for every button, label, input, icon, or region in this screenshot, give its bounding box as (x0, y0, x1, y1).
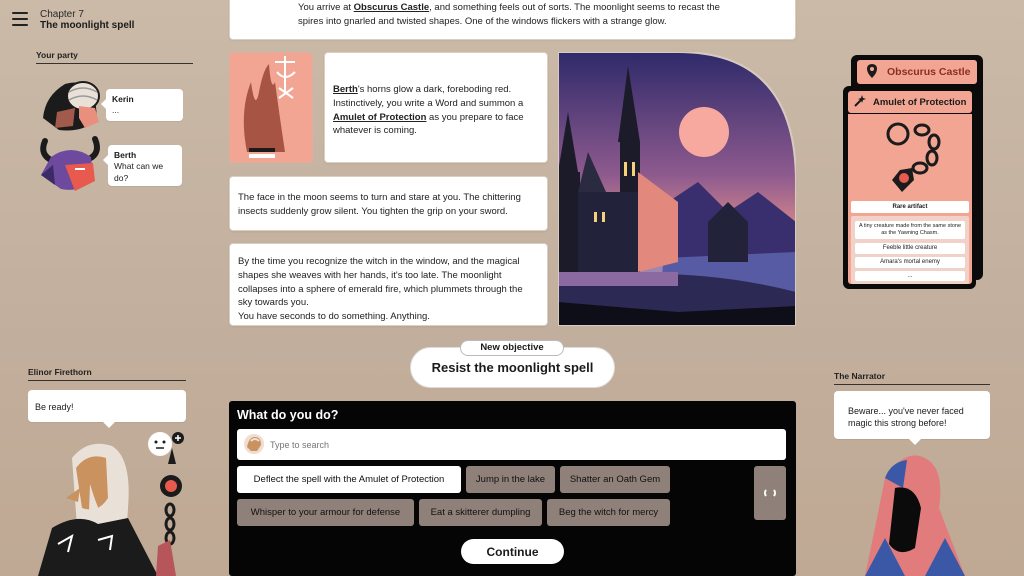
refresh-icon (763, 486, 777, 500)
item-trait: Amara's mortal enemy (855, 257, 965, 268)
item-trait: ... (855, 271, 965, 281)
action-option-lake[interactable]: Jump in the lake (466, 466, 555, 493)
berth-portrait[interactable] (35, 135, 107, 197)
narrator-portrait (855, 448, 971, 576)
wand-icon (854, 95, 866, 107)
chapter-number: Chapter 7 (40, 9, 84, 20)
chapter-title: The moonlight spell (40, 20, 135, 31)
narrator-label: The Narrator (834, 371, 990, 385)
berth-line: What can we do? (114, 161, 164, 183)
item-description: A tiny creature made from the same stone as the Yawning Chasm. (855, 221, 965, 239)
location-pin-icon (867, 64, 877, 78)
berth-speech (108, 145, 182, 186)
place-link[interactable]: Obscurus Castle (353, 2, 430, 13)
action-option-amulet[interactable]: Deflect the spell with the Amulet of Protection (237, 466, 461, 493)
location-card-title: Obscurus Castle (857, 60, 977, 84)
story-witch: By the time you recognize the witch in the window, and the magical shapes she weaves with her hands, it's too late. The moonlight collapses into a sphere of emerald fire, which plummets through the sky towards you. You have seconds to do something. Anything. (229, 243, 548, 326)
item-trait: Feeble little creature (855, 243, 965, 254)
avatar-icon (243, 433, 265, 455)
berth-horns-illustration (229, 52, 313, 163)
kerin-line: ... (112, 105, 120, 116)
action-option-oath-gem[interactable]: Shatter an Oath Gem (560, 466, 670, 493)
item-card-title: Amulet of Protection (848, 91, 972, 113)
story-berth: Berth's horns glow a dark, foreboding red. Instinctively, you write a Word and summon a Amulet of Protection as you prepare to face whatever is coming. (324, 52, 548, 163)
story-moon: The face in the moon seems to turn and stare at you. The chittering insects suddenly grow silent. You tighten the grip on your sword. (229, 176, 548, 231)
item-rarity: Rare artifact (851, 201, 969, 213)
narrator-speech: Beware... you've never faced magic this strong before! (834, 391, 990, 439)
kerin-speech (106, 89, 183, 121)
story-intro: You arrive at Obscurus Castle, and something feels out of sorts. The moonlight seems to recast the spires into gnarled and twisted shapes. One of the windows flickers with a strange glow. (229, 0, 796, 40)
berth-link[interactable]: Berth (333, 84, 358, 95)
expression-icon (148, 432, 172, 456)
continue-button[interactable]: Continue (461, 539, 564, 564)
action-option-mercy[interactable]: Beg the witch for mercy (547, 499, 670, 526)
kerin-name: Kerin (112, 94, 134, 104)
player-speech: Be ready! (28, 390, 186, 422)
refresh-options-button[interactable] (754, 466, 786, 520)
objective-pill: Resist the moonlight spell (410, 347, 615, 388)
moon-icon (679, 107, 729, 157)
action-option-armour[interactable]: Whisper to your armour for defense (237, 499, 414, 526)
objective-tag: New objective (460, 340, 564, 356)
amulet-chain-icon (872, 118, 948, 198)
action-search-input[interactable] (237, 429, 786, 460)
action-option-dumpling[interactable]: Eat a skitterer dumpling (419, 499, 542, 526)
berth-name: Berth (114, 150, 137, 160)
menu-icon[interactable] (12, 12, 28, 26)
amulet-link[interactable]: Amulet of Protection (333, 111, 427, 123)
action-prompt: What do you do? (237, 408, 339, 422)
castle-scene (558, 52, 796, 326)
kerin-portrait[interactable] (35, 78, 107, 134)
party-label: Your party (36, 50, 193, 64)
player-name-label: Elinor Firethorn (28, 367, 186, 381)
elinor-portrait[interactable] (28, 428, 198, 576)
